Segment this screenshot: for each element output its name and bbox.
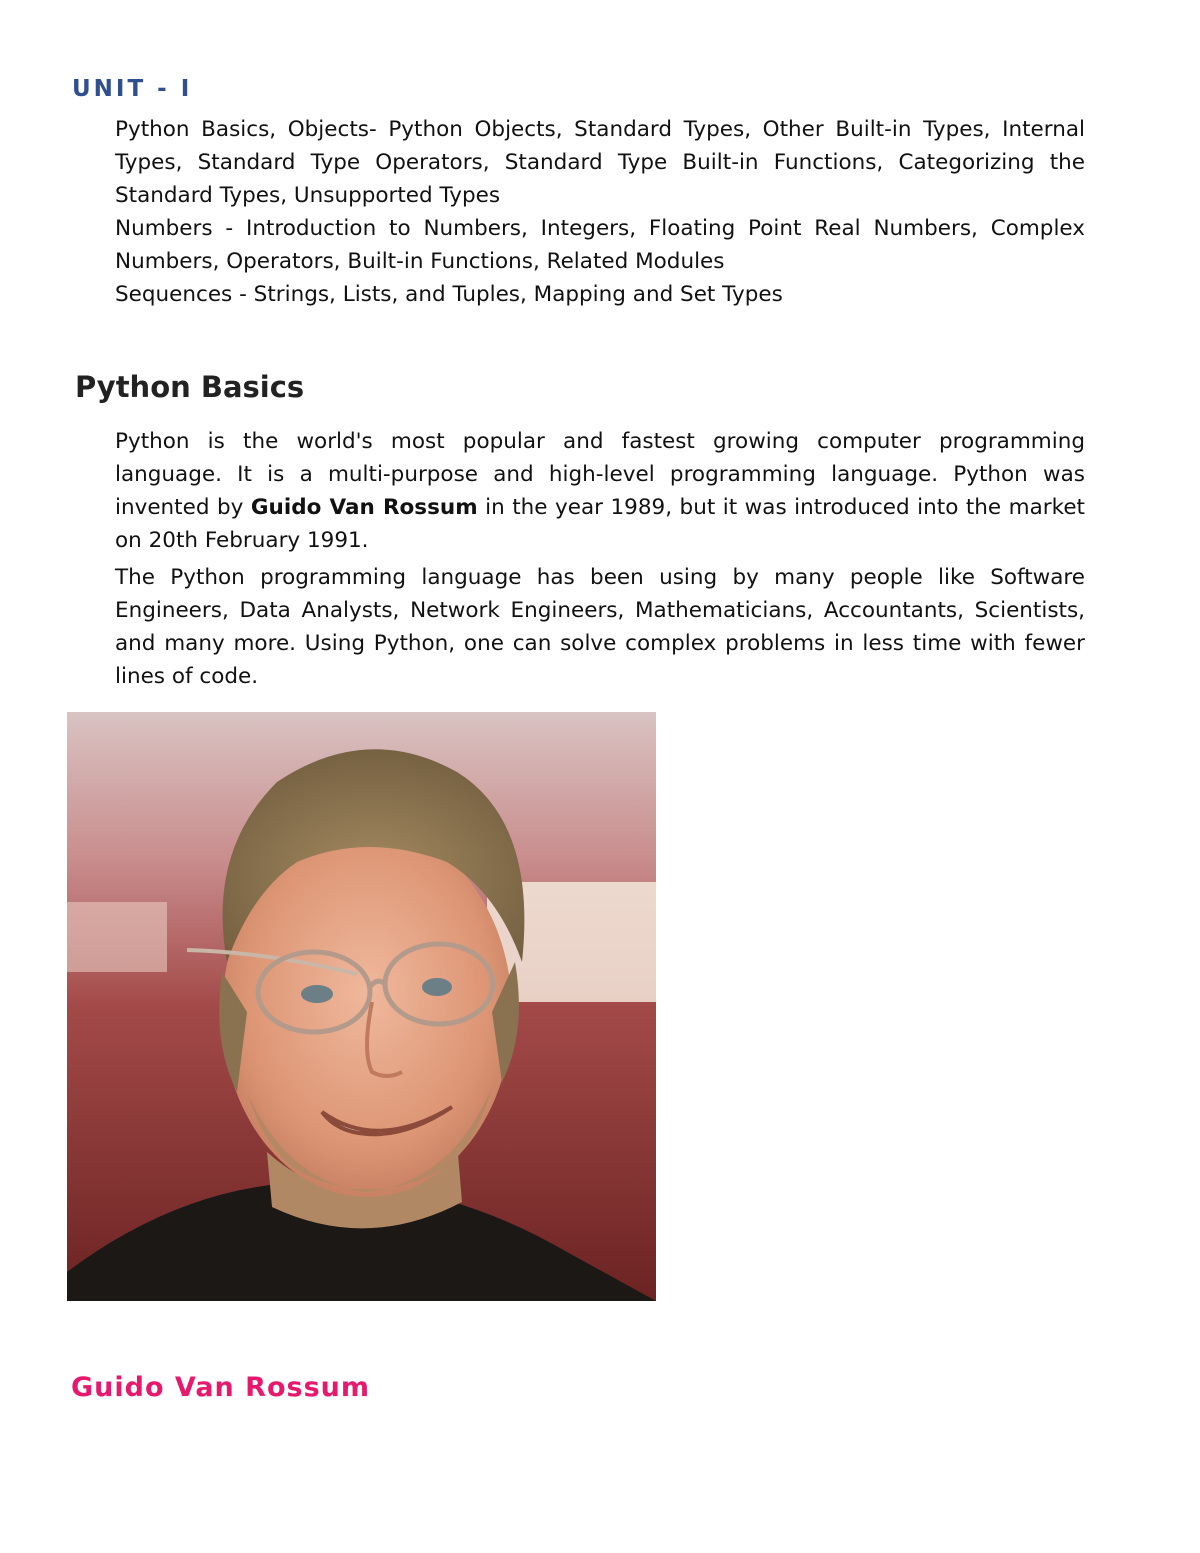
- photo-caption: Guido Van Rossum: [71, 1372, 371, 1403]
- syllabus-item: Numbers - Introduction to Numbers, Integers, Floating Point Real Numbers, Complex Numbers, Operators, Built-in Functions, Related Modules: [115, 216, 1085, 274]
- section-body: [115, 425, 1085, 697]
- paragraph-intro-end: in the year 1989, but it was introduced into the market on 20th February 1991.: [115, 495, 1085, 553]
- paragraph-intro-start: Python is the world's most popular and fastest growing computer programming language. It is a multi-purpose and high-level programming language. Python was invented by: [115, 429, 1085, 520]
- syllabus-item: Python Basics, Objects- Python Objects, Standard Types, Other Built-in Types, Internal Types, Standard Type Operators, Standard Type Built-in Functions, Categorizing the Standard Types, Unsupported Types: [115, 117, 1085, 208]
- paragraph-intro: [115, 425, 1085, 557]
- section-heading: Python Basics: [75, 370, 305, 404]
- portrait-photo: [67, 712, 656, 1301]
- syllabus-item: Sequences - Strings, Lists, and Tuples, Mapping and Set Types: [115, 282, 783, 307]
- paragraph-usage: The Python programming language has been using by many people like Software Engineers, Data Analysts, Network Engineers, Mathematicians, Accountants, Scientists, and many more. Using Python, one can solve complex problems in less time with fewer lines of code.: [115, 565, 1085, 689]
- unit-title: UNIT - I: [72, 76, 193, 102]
- syllabus-list: [115, 113, 1085, 311]
- inventor-name-bold: Guido Van Rossum: [250, 495, 478, 520]
